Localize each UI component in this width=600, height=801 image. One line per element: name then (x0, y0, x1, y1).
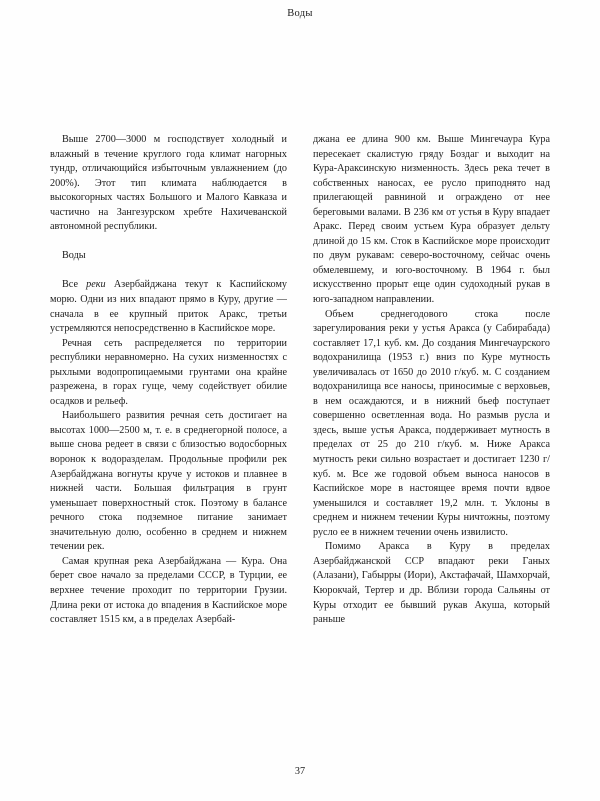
running-head: Воды (287, 8, 313, 19)
two-column-body (50, 133, 550, 753)
right-column (313, 133, 550, 753)
paragraph-river-network: Речная сеть распределяется по территории республики неравномерно. На сухих низменностях с рыхлыми водопропицаемыми грунтами она крайне разрежена, в горах гуще, чему содействует обилие осадков и рельеф. (50, 337, 287, 407)
paragraph-climate: Выше 2700—3000 м господствует холодный и влажный в течение круглого года климат нагорных тундр, отличающийся избыточным увлажнением (до 200%). Этот тип климата наблюдается в высокогорных частях Большого и Малого Кавказа и частично на Зангезурском хребте Нахичеванской автономной республики. (50, 134, 287, 233)
paragraph-tributaries: Помимо Аракса в Куру в пределах Азербайджанской ССР впадают реки Ганых (Алазани), Габырры (Иори), Акстафачай, Шамхорчай, Кюрокчай, Тертер и др. Вблизи города Сальяны от Куры отходит ее бывший рукав Акуша, который раньше (313, 541, 550, 626)
left-column (50, 133, 287, 753)
paragraph-river-development: Наибольшего развития речная сеть достигает на высотах 1000—2500 м, т. е. в среднегорной полосе, а выше снова редеет в связи с близостью водосборных воронок к водоразделам. Продольные профили рек Азербайджана вогнуты круче у истоков и плавнее в нижней части. Большая фильтрация в грунт уменьшает поверхностный сток. Поэтому в балансе речного стока подземное питание занимает значительную долю, особенно в среднем и нижнем течении рек. (50, 410, 287, 553)
paragraph-kura-river: Самая крупная река Азербайджана — Кура. Она берет свое начало за пределами СССР, в Турции, ее верхнее течение проходит по территории Грузии. Длина реки от истока до впадения в Каспийское море составляет 1515 км, а в пределах Азербай- (50, 555, 287, 626)
italic-term-reki: реки (86, 279, 106, 291)
section-heading-vody: Воды (62, 250, 86, 262)
paragraph-rivers-intro (50, 278, 287, 336)
paragraph-rivers-rest: Азербайджана текут к Каспийскому морю. Одни из них впадают прямо в Куру, другие — сначала в ее крупный приток Аракс, третьи устремляются непосредственно в Каспийское море. (50, 279, 287, 335)
paragraph-rivers-prefix: Все (62, 279, 87, 291)
paragraph-annual-flow: Объем среднегодового стока после зарегулирования реки у устья Аракса (у Сабирабада) составляет 17,1 куб. км. До создания Мингечаурского водохранилища (1953 г.) вниз по Куре мутность увеличивалась от 1650 до 2010 г/куб. м. С созданием водохранилища все наносы, приносимые с верховьев, в нем осаждаются, и в нижний бьеф поступает совершенно осветленная вода. Но размыв русла и здесь, выше устья Аракса, поддерживает мутность в пределах от 25 до 210 г/куб. м. Ниже Аракса мутность реки сильно возрастает и достигает 1230 г/куб. м. Все же годовой объем выноса наносов в Каспийское море в настоящее время почти вдвое уменьшился и составляет 19,2 млн. т. Уклоны в среднем и нижнем течении Куры ничтожны, поэтому русло ее в нижнем течении очень извилисто. (313, 308, 550, 538)
page-number: 37 (294, 766, 306, 777)
paragraph-kura-continued: джана ее длина 900 км. Выше Мингечаура Кура пересекает скалистую гряду Боздаг и выходит на Кура-Араксинскую низменность. Здесь река течет в собственных наносах, ее русло приподнято над прилегающей равниной и ограждено от нее береговыми валами. В 236 км от устья в Куру впадает Аракс. Перед своим устьем Кура образует дельту длиной до 15 км. Сток в Каспийское море происходит по двум рукавам: северо-восточному, сейчас очень обмелевшему, и юго-восточному. В 1964 г. был искусственно прорыт еще один судоходный рукав в юго-западном направлении. (313, 134, 550, 306)
